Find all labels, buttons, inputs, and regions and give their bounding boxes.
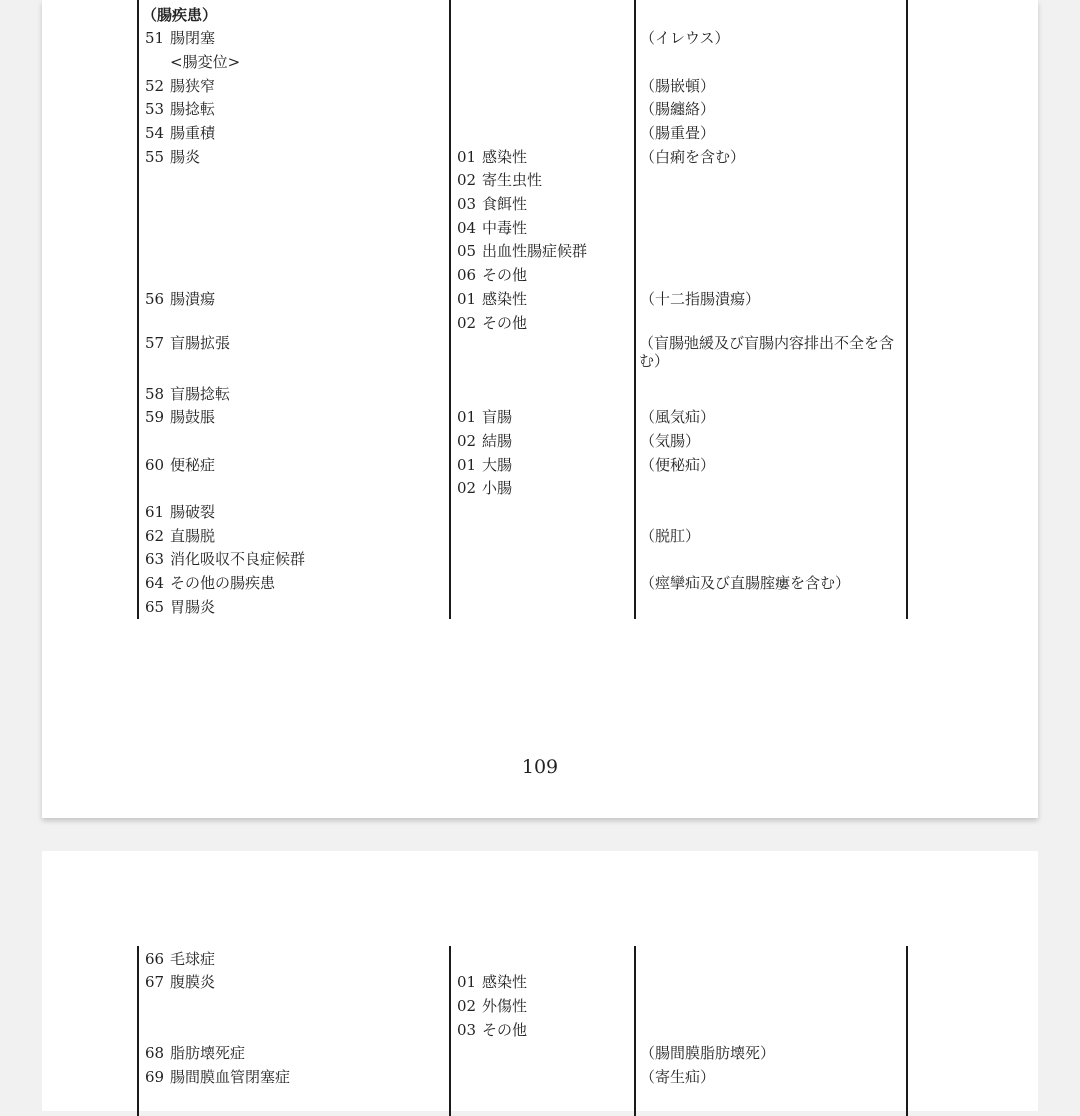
table-row: 64 その他の腸疾患	[145, 574, 276, 592]
table-subitem: 01 感染性	[457, 148, 528, 166]
table-note: （脱肛）	[640, 527, 701, 545]
table-subitem: 02 その他	[457, 314, 528, 332]
table-row: 51 腸閉塞	[145, 29, 216, 47]
table-row: 59 腸鼓脹	[145, 408, 216, 426]
table-row: 68 脂肪壊死症	[145, 1044, 246, 1062]
table-note: （イレウス）	[640, 29, 730, 47]
table-subitem: 02 結腸	[457, 432, 513, 450]
table-subitem: 02 小腸	[457, 479, 513, 497]
document-page-1	[42, 0, 1038, 818]
table-border-left	[137, 0, 139, 619]
table-row: 63 消化吸収不良症候群	[145, 550, 306, 568]
table-border-col2	[449, 0, 451, 619]
document-page-2	[42, 851, 1038, 1111]
table-subitem: 02 寄生虫性	[457, 171, 543, 189]
table-border-left	[137, 946, 139, 1116]
table-row: 54 腸重積	[145, 124, 216, 142]
table-border-col2	[449, 946, 451, 1116]
table-subitem: 05 出血性腸症候群	[457, 242, 588, 260]
table-row: 69 腸間膜血管閉塞症	[145, 1068, 291, 1086]
table-note: （寄生疝）	[640, 1068, 716, 1086]
table-subitem: 01 感染性	[457, 290, 528, 308]
table-row: 62 直腸脱	[145, 527, 216, 545]
table-row: 56 腸潰瘍	[145, 290, 216, 308]
table-subitem: 01 感染性	[457, 973, 528, 991]
table-row: 67 腹膜炎	[145, 973, 216, 991]
table-note: （盲腸弛緩及び盲腸内容排出不全を含む）	[639, 334, 895, 370]
table-row: 66 毛球症	[145, 950, 216, 968]
page-number: 109	[521, 756, 559, 778]
table-row: 53 腸捻転	[145, 100, 216, 118]
table-note: （腸間膜脂肪壊死）	[640, 1044, 776, 1062]
table-row: 57 盲腸拡張	[145, 334, 231, 352]
table-border-right	[906, 0, 908, 619]
table-subitem: 03 その他	[457, 1021, 528, 1039]
table-note: （腸纏絡）	[640, 100, 716, 118]
table-row: 55 腸炎	[145, 148, 201, 166]
table-subitem: 01 盲腸	[457, 408, 513, 426]
table-subitem: 01 大腸	[457, 456, 513, 474]
table-note: （便秘疝）	[640, 456, 716, 474]
table-note: （腸重畳）	[640, 124, 716, 142]
table-subitem: 04 中毒性	[457, 219, 528, 237]
table-note: （痙攣疝及び直腸腟瘻を含む）	[640, 574, 851, 592]
section-heading: （腸疾患）	[142, 6, 218, 24]
table-note: （十二指腸潰瘍）	[640, 290, 761, 308]
table-subitem: 03 食餌性	[457, 195, 528, 213]
table-subitem: 06 その他	[457, 266, 528, 284]
table-row: 61 腸破裂	[145, 503, 216, 521]
table-border-col3	[634, 946, 636, 1116]
table-row: 58 盲腸捻転	[145, 385, 231, 403]
table-subitem: 02 外傷性	[457, 997, 528, 1015]
table-row: 60 便秘症	[145, 456, 216, 474]
table-border-col3	[634, 0, 636, 619]
table-row: 65 胃腸炎	[145, 598, 216, 616]
table-note: （風気疝）	[640, 408, 716, 426]
table-border-right	[906, 946, 908, 1116]
table-note: （腸嵌頓）	[640, 77, 716, 95]
table-row: 52 腸狭窄	[145, 77, 216, 95]
table-note: （白痢を含む）	[640, 148, 746, 166]
table-note: （気腸）	[640, 432, 701, 450]
table-row: <腸変位>	[170, 53, 241, 71]
